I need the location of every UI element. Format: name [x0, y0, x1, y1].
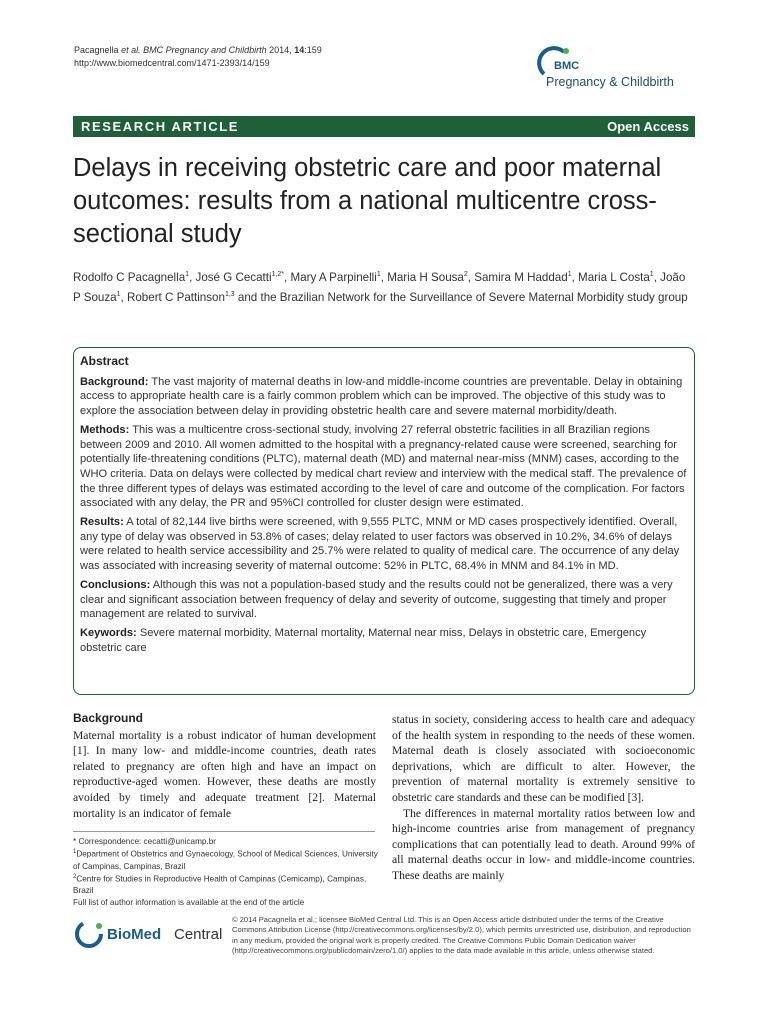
- publisher-name-biomed: BioMed: [107, 926, 162, 943]
- citation-volume: 14: [294, 45, 305, 55]
- author-info-note: Full list of author information is available at the end of the article: [73, 897, 305, 907]
- body-column-right: [392, 712, 695, 884]
- author[interactable]: Rodolfo C Pacagnella$^1$: [73, 270, 190, 284]
- correspondence[interactable]: * Correspondence: cecatti@unicamp.br: [73, 837, 217, 846]
- license-text: © 2014 Pacagnella et al.; licensee BioMed Central Ltd. This is an Open Access article distributed under the terms of the Creative Commons Attribution License (http://creativecommons.org/licenses/by/2.0), which permits unrestricted use, distribution, and reproduction in any medium, provided the original work is properly credited. The Creative Commons Public Domain Dedication waiver (http://creativecommons.org/publicdomain/zero/1.0/) applies to the data made available in this article, unless otherwise stated.: [232, 915, 691, 956]
- abstract-methods: Methods: This was a multicentre cross-sectional study, involving 27 referral obstetric facilities in all Brazilian regions between 2009 and 2010. All women admitted to the hospital with a pregnancy-related cause were screened, searching for potentially life-threatening conditions (PLTC), maternal death (MD) and maternal near-miss (MNM) cases, according to the WHO criteria. Data on delays were collected by medical chart review and interview with the medical staff. The prevalence of the three different types of delays was estimated according to the level of care and outcome of the complication. For factors associated with any delay, the PR and 95%CI controlled for cluster design were estimated.: [80, 423, 687, 510]
- author[interactable]: João P Souza$^1$: [73, 270, 686, 304]
- citation-page: :159: [304, 45, 322, 55]
- author[interactable]: Robert C Pattinson$^{1,3}$: [126, 290, 235, 304]
- abstract-heading: Abstract: [80, 354, 129, 368]
- author[interactable]: Maria H Sousa$^2$: [387, 270, 468, 284]
- author[interactable]: Maria L Costa$^1$: [578, 270, 654, 284]
- citation-year: 2014,: [269, 45, 292, 55]
- author-list: Rodolfo C Pacagnella$^1$, José G Cecatti$^{1,2*}$, Mary A Parpinelli$^1$, Maria H Sousa$^2$, Samira M Haddad$^1$, Maria L Costa$^1$, João P Souza$^1$, Robert C Pattinson$^{1,3}$ and the Brazilian Network for the Surveillance of Severe Maternal Morbidity study group: [73, 270, 688, 304]
- biomed-central-logo-icon: [73, 918, 105, 950]
- open-access-label: Open Access: [607, 119, 689, 134]
- authors-tail: and the Brazilian Network for the Surveillance of Severe Maternal Morbidity study group: [237, 290, 688, 304]
- body-paragraph: The differences in maternal mortality ratios between low and high-income countries arise from management of pregnancy complications that can potentially lead to death. Around 99% of all maternal deaths occur in low- and middle-income countries. These deaths are mainly: [392, 806, 695, 882]
- citation-authors: Pacagnella: [74, 45, 119, 55]
- author[interactable]: Mary A Parpinelli$^1$: [290, 270, 381, 284]
- author[interactable]: José G Cecatti$^{1,2*}$: [195, 270, 285, 284]
- body-paragraph: status in society, considering access to health care and adequacy of the health system in responding to the needs of these women. Maternal death is closely associated with socioeconomic deprivations, which are difficult to alter. However, the prevention of maternal mortality is extremely sensitive to obstetric care standards and these can be modified [3].: [392, 713, 695, 804]
- body-column-left: [73, 711, 376, 821]
- footnotes: [73, 836, 378, 908]
- publisher-logo: [73, 918, 233, 950]
- article-type-bar: [73, 116, 695, 137]
- body-paragraph: Maternal mortality is a robust indicator of human development [1]. In many low- and middle-income countries, death rates related to pregnancy are often high and have an impact on reproductive-aged women. However, these deaths are mostly avoided by timely and adequate treatment [2]. Maternal mortality is an indicator of female: [73, 728, 376, 820]
- abstract-box: [73, 347, 695, 695]
- journal-logo: [534, 44, 704, 104]
- section-heading-background: Background: [73, 711, 144, 725]
- affiliation-1: $^1$Department of Obstetrics and Gynaecology, School of Medical Sciences, University of Campinas, Campinas, Brazil: [73, 849, 378, 871]
- citation-block: [74, 44, 322, 70]
- abstract-keywords: Keywords: Severe maternal morbidity, Maternal mortality, Maternal near miss, Delays in obstetric care, Emergency obstetric care: [80, 626, 647, 654]
- abstract-results: Results: A total of 82,144 live births were screened, with 9,555 PLTC, MNM or MD cases prospectively identified. Overall, any type of delay was observed in 53.8% of cases; delay related to user factors was observed in 10.2%, 34.6% of delays were related to health service accessibility and 25.7% were related to quality of medical care. The occurrence of any delay was associated with increasing severity of maternal outcome: 52% in PLTC, 68.4% in MNM and 84.1% in MD.: [80, 516, 680, 573]
- journal-logo-name: Pregnancy & Childbirth: [546, 75, 674, 89]
- author[interactable]: Samira M Haddad$^1$: [474, 270, 572, 284]
- citation-line: [74, 44, 322, 57]
- publisher-name-central: Central: [174, 926, 223, 943]
- journal-logo-bmc: BMC: [554, 60, 580, 72]
- article-type: RESEARCH ARTICLE: [81, 119, 240, 134]
- footnote-divider: [73, 831, 375, 832]
- affiliation-2: $^2$Centre for Studies in Reproductive Health of Campinas (Cemicamp), Campinas, Brazil: [73, 873, 367, 896]
- article-title: Delays in receiving obstetric care and poor maternal outcomes: results from a national multicentre cross-sectional study: [73, 154, 662, 248]
- abstract-conclusions: Conclusions: Although this was not a population-based study and the results could not be generalized, there was a very clear and significant association between frequency of delay and severity of outcome, suggesting that timely and proper management are related to survival.: [80, 578, 673, 621]
- abstract-background: Background: The vast majority of maternal deaths in low-and middle-income countries are preventable. Delay in obtaining access to appropriate health care is a fairly common problem which can be improved. The objective of this study was to explore the association between delay in providing obstetric health care and severe maternal morbidity/death.: [80, 375, 683, 418]
- citation-url[interactable]: http://www.biomedcentral.com/1471-2393/14/159: [74, 58, 270, 68]
- citation-journal: et al. BMC Pregnancy and Childbirth: [121, 45, 267, 55]
